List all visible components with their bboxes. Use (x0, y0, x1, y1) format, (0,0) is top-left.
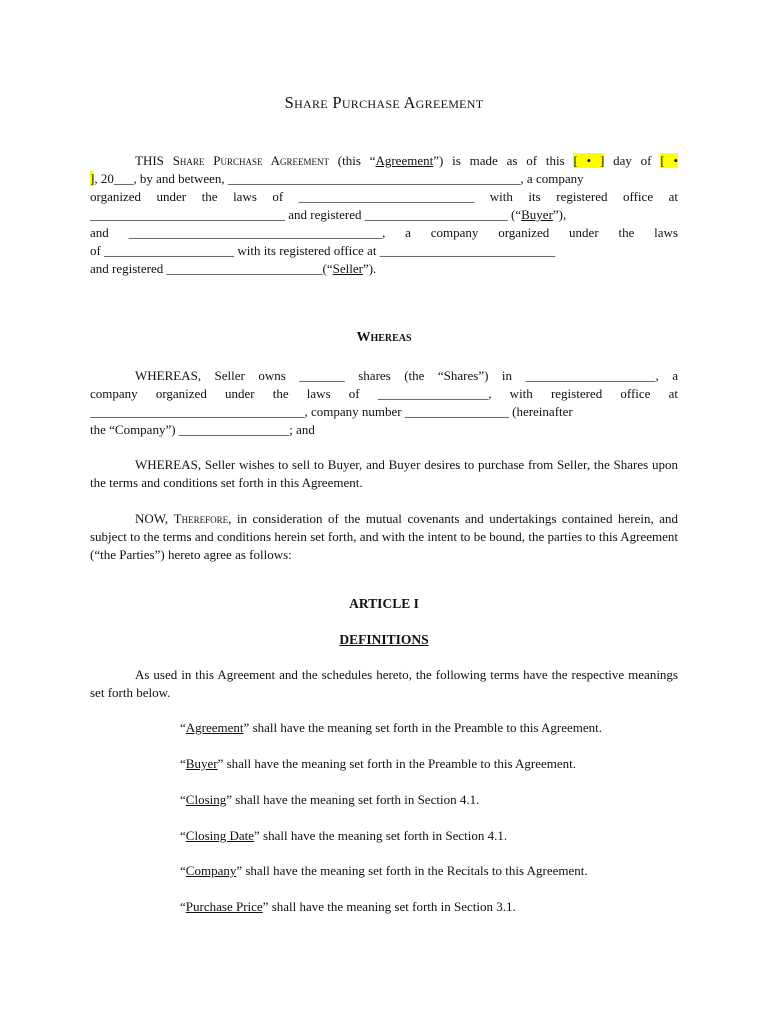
now-therefore-lead: NOW, (135, 511, 169, 526)
open-quote: “ (180, 792, 186, 807)
preamble-text: (this “ (337, 153, 376, 168)
preamble-text: ”) is made as of this (433, 153, 565, 168)
preamble-agreement-name: Share Purchase Agreement (172, 153, 329, 168)
preamble-text: THIS (135, 153, 164, 168)
preamble-line-4 (90, 206, 678, 224)
definition-text: ” shall have the meaning set forth in Section 4.1. (226, 792, 480, 807)
definition-item (180, 719, 602, 737)
definitions-heading: DEFINITIONS (339, 632, 429, 647)
now-therefore-paragraph (90, 510, 678, 564)
open-quote: “ (180, 720, 186, 735)
definition-term: Purchase Price (185, 899, 263, 914)
definition-item (180, 898, 516, 916)
now-therefore-text: , in consideration of the mutual covenants and undertakings contained herein, and subject to the terms and conditions herein set forth, and with the intent to be bound, the parties to this Agreement (“the Parties”) hereto agree as follows: (90, 511, 679, 562)
definition-term: Company (185, 863, 237, 878)
preamble-line-7 (90, 260, 678, 278)
whereas-1-line-1: WHEREAS, Seller owns _______ shares (the “Shares”) in ____________________, a (135, 368, 678, 383)
date-day-placeholder: [ • ] (573, 153, 605, 168)
whereas-1-line-2: company organized under the laws of _________________, with registered office at (90, 386, 678, 401)
document-title: Share Purchase Agreement (284, 93, 484, 112)
defined-term-agreement: Agreement (375, 153, 434, 168)
definition-text: ” shall have the meaning set forth in the Preamble to this Agreement. (243, 720, 603, 735)
definition-term: Closing (185, 792, 227, 807)
now-therefore-lead-smallcaps: Therefore (173, 511, 229, 526)
date-month-placeholder-start: [ • (660, 153, 678, 168)
article-heading: ARTICLE I (349, 596, 419, 611)
open-quote: “ (180, 828, 186, 843)
whereas-2-paragraph: WHEREAS, Seller wishes to sell to Buyer, and Buyer desires to purchase from Seller, the Shares upon the terms and conditions set forth in this Agreement. (90, 457, 678, 490)
definition-text: ” shall have the meaning set forth in the Recitals to this Agreement. (236, 863, 588, 878)
definition-item (180, 862, 588, 880)
definition-text: ” shall have the meaning set forth in Section 4.1. (254, 828, 508, 843)
preamble-text: ______________________________ and registered ______________________ (“ (90, 207, 522, 222)
preamble-line-6: of ____________________ with its registered office at ___________________________ (90, 243, 556, 258)
defined-term-seller: Seller (332, 261, 363, 276)
defined-term-buyer: Buyer (521, 207, 553, 222)
whereas-1-line-4: the “Company”) _________________; and (90, 422, 315, 437)
open-quote: “ (180, 899, 186, 914)
preamble-line-3: organized under the laws of ___________________________ with its registered office at (90, 189, 678, 204)
whereas-1-line-3: _________________________________, company number ________________ (hereinafter (90, 404, 573, 419)
preamble-text: day of (613, 153, 652, 168)
preamble-text: ”), (552, 207, 567, 222)
open-quote: “ (180, 756, 186, 771)
definition-item (180, 755, 576, 773)
definitions-intro: As used in this Agreement and the schedules hereto, the following terms have the respective meanings set forth below. (90, 667, 678, 700)
preamble-line-5: and _______________________________________, a company organized under the laws (90, 225, 678, 240)
definition-term: Closing Date (185, 828, 255, 843)
definition-term: Buyer (185, 756, 218, 771)
preamble-text: ”). (362, 261, 377, 276)
definition-text: ” shall have the meaning set forth in the Preamble to this Agreement. (217, 756, 577, 771)
whereas-heading: Whereas (356, 330, 412, 345)
date-month-placeholder-end: ] (90, 171, 95, 186)
open-quote: “ (180, 863, 186, 878)
preamble-text: , 20___, by and between, _____________________________________________, a company (94, 171, 584, 186)
preamble-text: and registered ________________________(“ (90, 261, 333, 276)
preamble-line-2 (90, 170, 678, 188)
definition-item (180, 827, 507, 845)
definition-text: ” shall have the meaning set forth in Section 3.1. (262, 899, 516, 914)
definition-item (180, 791, 479, 809)
preamble-line-1 (90, 152, 678, 170)
definition-term: Agreement (185, 720, 244, 735)
